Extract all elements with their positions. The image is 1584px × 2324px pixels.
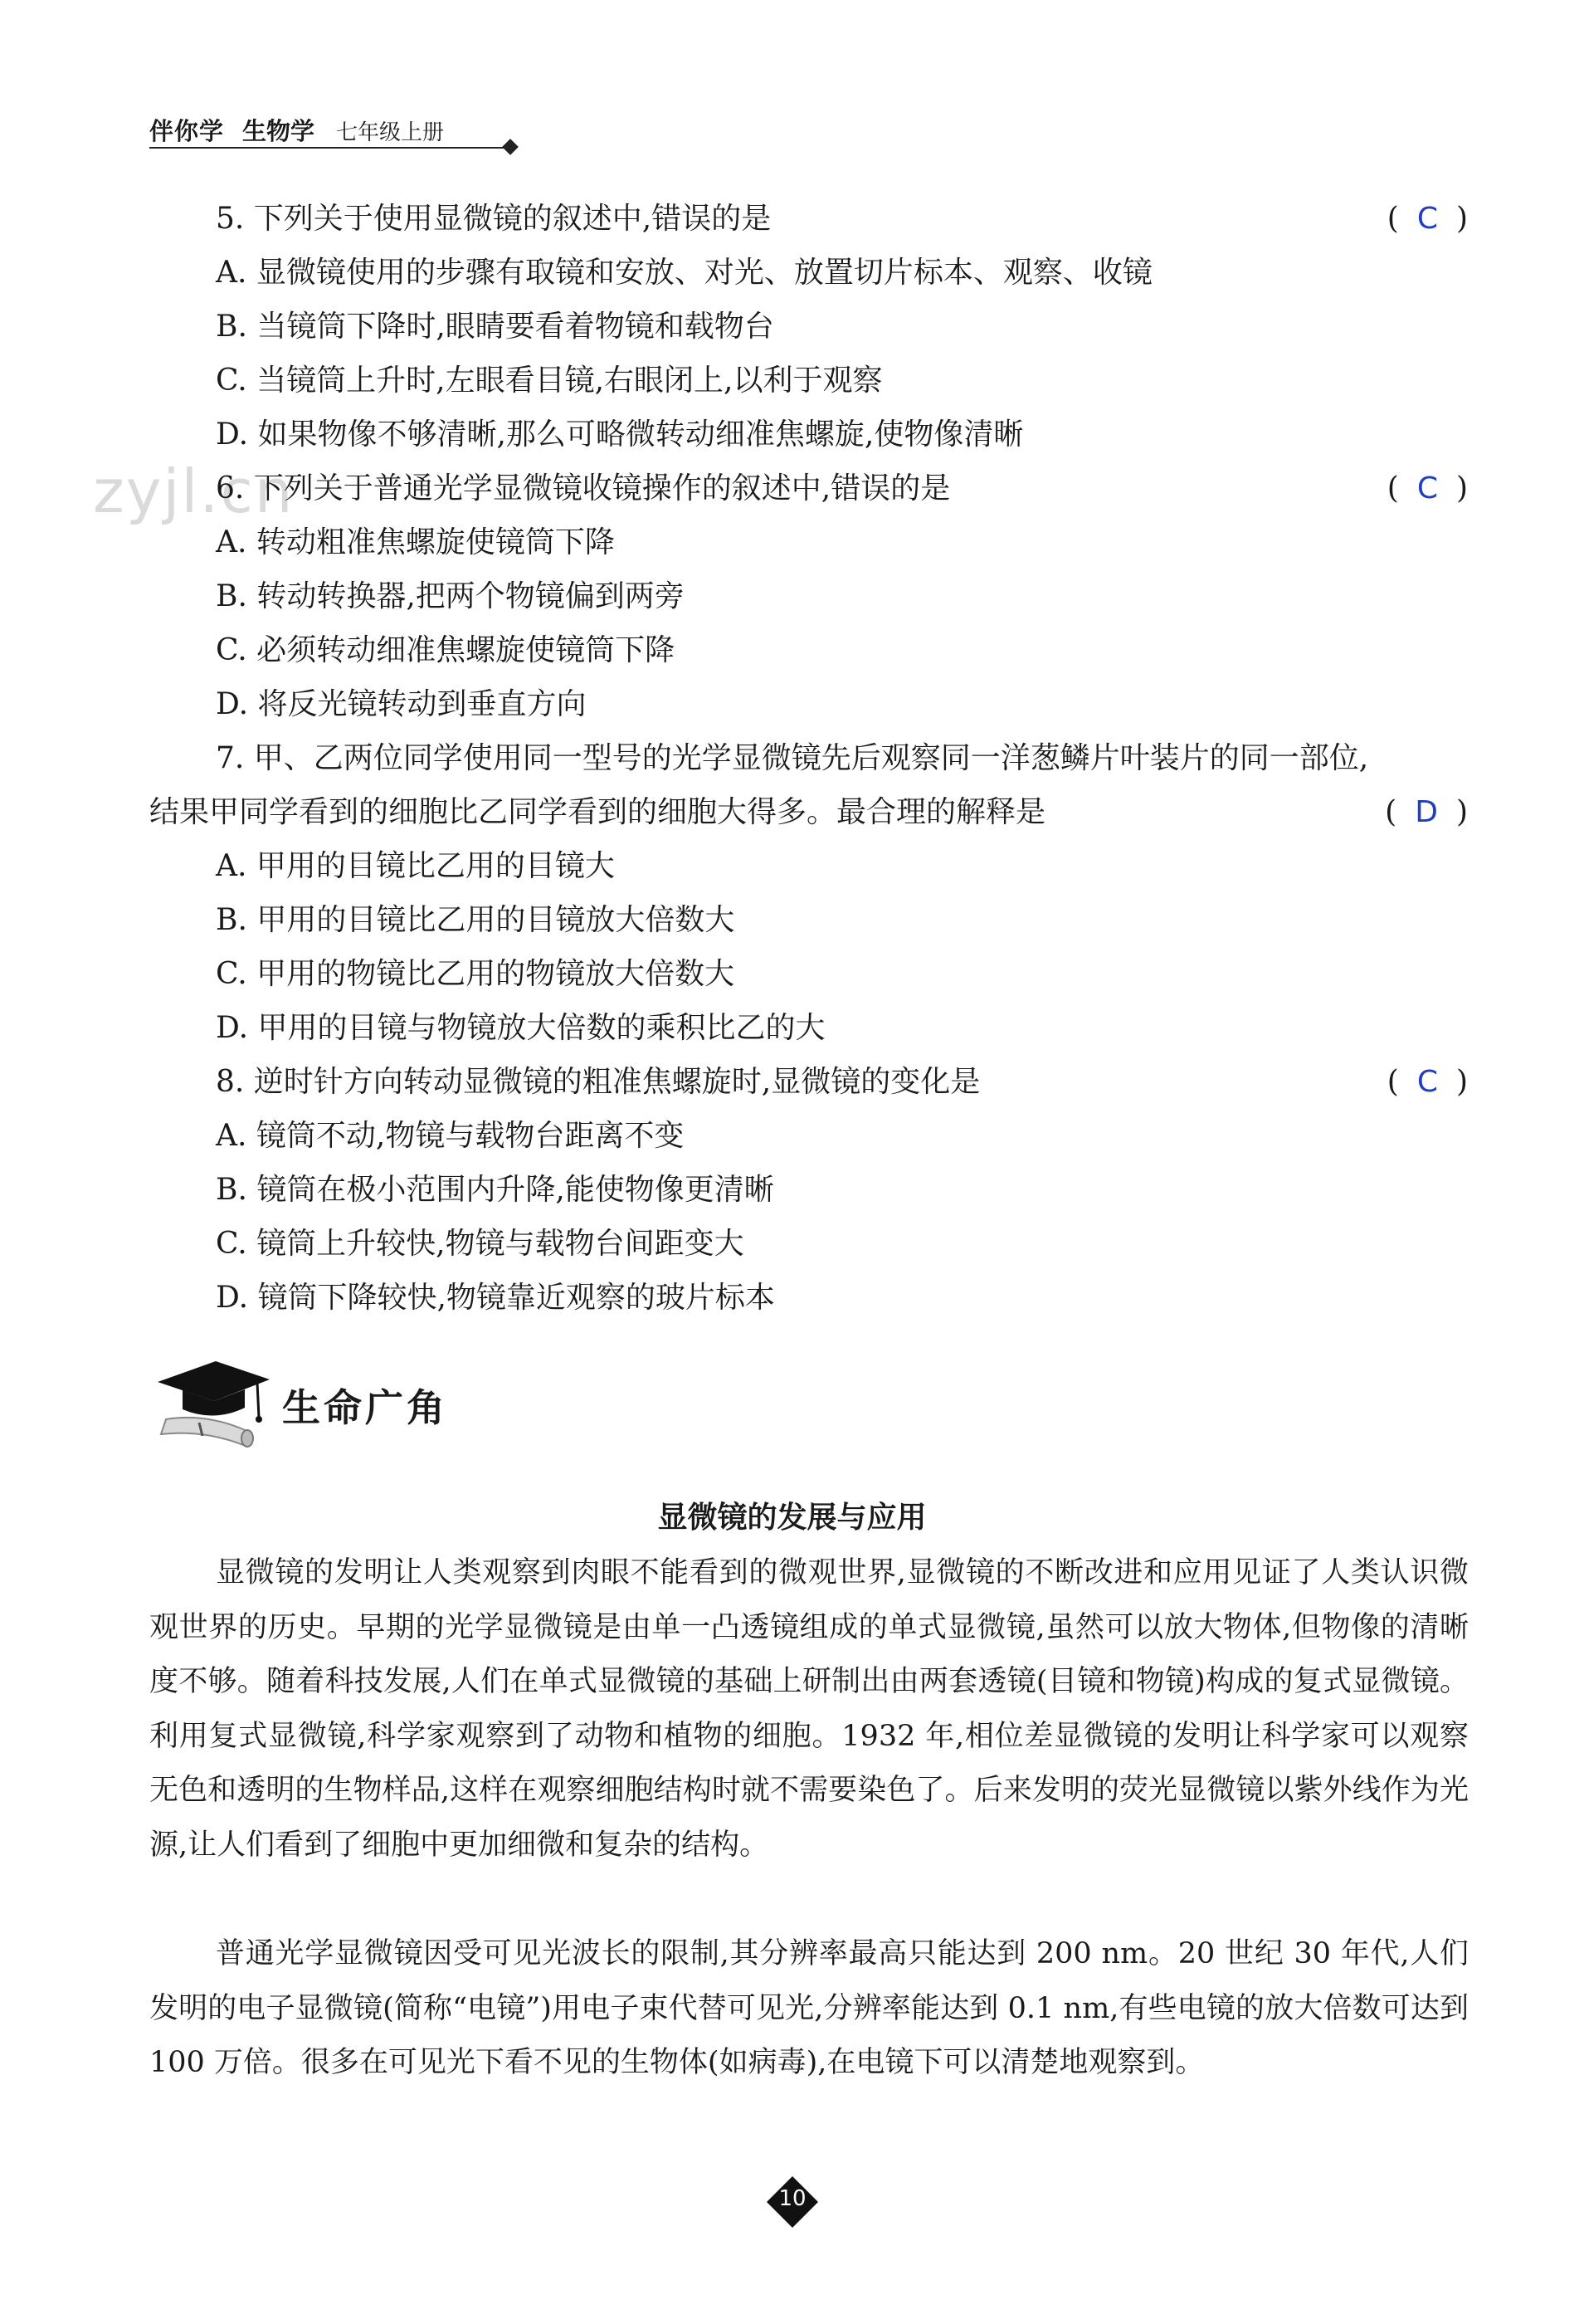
- question-7-option-a: A. 甲用的目镜比乙用的目镜大: [216, 849, 615, 883]
- answer-letter: D: [1415, 795, 1438, 829]
- question-8-answer: ( C ): [1387, 1065, 1468, 1099]
- question-8-option-d: D. 镜筒下降较快,物镜靠近观察的玻片标本: [216, 1281, 775, 1315]
- question-6-option-a: A. 转动粗准焦螺旋使镜筒下降: [216, 525, 615, 559]
- question-8-option-c: C. 镜筒上升较快,物镜与载物台间距变大: [216, 1227, 744, 1261]
- answer-letter: C: [1416, 1065, 1438, 1099]
- answer-letter: C: [1416, 202, 1438, 236]
- answer-letter: C: [1416, 471, 1438, 505]
- header-subject: 生物学: [242, 117, 315, 145]
- question-7-option-c: C. 甲用的物镜比乙用的物镜放大倍数大: [216, 957, 735, 991]
- question-7-answer: ( D ): [1385, 795, 1468, 829]
- question-6-option-d: D. 将反光镜转动到垂直方向: [216, 687, 587, 721]
- question-5-option-c: C. 当镜筒上升时,左眼看目镜,右眼闭上,以利于观察: [216, 364, 883, 398]
- article-title: 显微镜的发展与应用: [657, 1501, 927, 1535]
- article-paragraph-2: 普通光学显微镜因受可见光波长的限制,其分辨率最高只能达到 200 nm。20 世纪 30 年代,人们发明的电子显微镜(简称“电镜”)用电子束代替可见光,分辨率能达到 0.1 nm,有些电镜的放大倍数可达到 100 万倍。很多在可见光下看不见的生物体(如病毒),在电镜下可以清楚地观察到。: [149, 1937, 1469, 2079]
- question-8-option-a: A. 镜筒不动,物镜与载物台距离不变: [216, 1119, 685, 1153]
- graduation-cap-icon: [149, 1353, 274, 1452]
- header-grade: 七年级上册: [336, 120, 445, 145]
- article-paragraph-1: 显微镜的发明让人类观察到肉眼不能看到的微观世界,显微镜的不断改进和应用见证了人类认识微观世界的历史。早期的光学显微镜是由单一凸透镜组成的单式显微镜,虽然可以放大物体,但物像的清晰度不够。随着科技发展,人们在单式显微镜的基础上研制出由两套透镜(目镜和物镜)构成的复式显微镜。利用复式显微镜,科学家观察到了动物和植物的细胞。1932 年,相位差显微镜的发明让科学家可以观察无色和透明的生物样品,这样在观察细胞结构时就不需要染色了。后来发明的荧光显微镜以紫外线作为光源,让人们看到了细胞中更加细微和复杂的结构。: [149, 1556, 1469, 1862]
- question-5-stem: 5. 下列关于使用显微镜的叙述中,错误的是: [216, 202, 772, 236]
- question-6-stem: 6. 下列关于普通光学显微镜收镜操作的叙述中,错误的是: [216, 471, 951, 505]
- question-5-answer: ( C ): [1387, 202, 1468, 236]
- header-brand: 伴你学: [149, 117, 225, 145]
- question-5-option-a: A. 显微镜使用的步骤有取镜和安放、对光、放置切片标本、观察、收镜: [216, 256, 1153, 290]
- question-5-option-d: D. 如果物像不够清晰,那么可略微转动细准焦螺旋,使物像清晰: [216, 417, 1024, 452]
- question-8-stem: 8. 逆时针方向转动显微镜的粗准焦螺旋时,显微镜的变化是: [216, 1065, 981, 1099]
- question-6-option-c: C. 必须转动细准焦螺旋使镜筒下降: [216, 633, 675, 667]
- question-8-option-b: B. 镜筒在极小范围内升降,能使物像更清晰: [216, 1173, 774, 1207]
- watermark: zyjl.cn: [93, 456, 295, 526]
- page-number: 10: [778, 2186, 807, 2211]
- question-7-stem-cont: 结果甲同学看到的细胞比乙同学看到的细胞大得多。最合理的解释是: [149, 795, 1046, 829]
- question-6-option-b: B. 转动转换器,把两个物镜偏到两旁: [216, 579, 685, 613]
- header-diamond-icon: [502, 139, 519, 155]
- question-7-option-b: B. 甲用的目镜比乙用的目镜放大倍数大: [216, 903, 735, 937]
- page-number-badge: [765, 2175, 820, 2229]
- question-7-option-d: D. 甲用的目镜与物镜放大倍数的乘积比乙的大: [216, 1011, 826, 1045]
- section-title: 生命广角: [282, 1385, 448, 1430]
- question-6-answer: ( C ): [1387, 471, 1468, 505]
- header-rule: [149, 147, 508, 149]
- question-7-stem: 7. 甲、乙两位同学使用同一型号的光学显微镜先后观察同一洋葱鳞片叶装片的同一部位,: [216, 741, 1369, 775]
- question-5-option-b: B. 当镜筒下降时,眼睛要看着物镜和载物台: [216, 310, 774, 344]
